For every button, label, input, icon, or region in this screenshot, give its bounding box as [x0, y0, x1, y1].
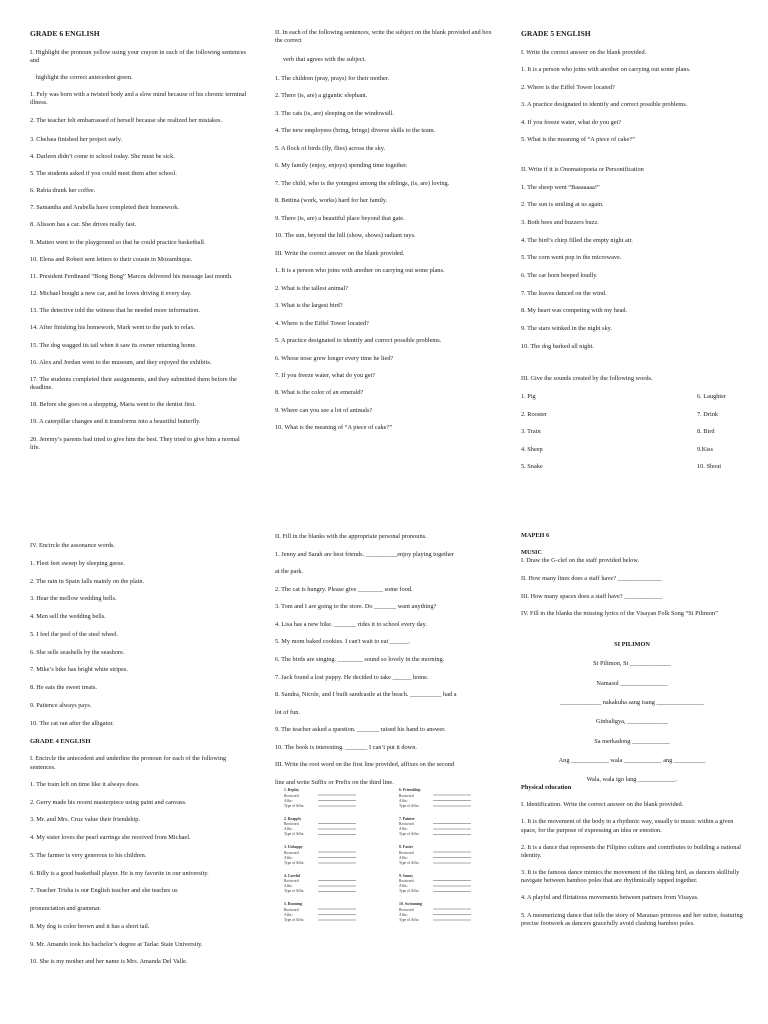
list-item: 2. The sun is smiling at us again.: [521, 201, 604, 209]
list-item: 4. The bird’s chirp filled the empty night air.: [521, 236, 633, 244]
rootword-label: Rootword:: [399, 879, 415, 883]
list-item: 3. It is the famous dance mimics the movement of the tikling bird, as dancers skillfully navigate between bamboo poles that are rhythmically tapped together.: [521, 869, 740, 885]
affix-answer-lines-left[interactable]: [310, 788, 360, 933]
affix-type-label: Type of Affix:: [284, 832, 305, 837]
grade6-items-list: [30, 91, 248, 452]
affix-label: Affix:: [399, 884, 408, 889]
list-item: 2. The rain in Spain falls mainly on the plain.: [30, 577, 145, 585]
list-item: 3. Chelsea finished her project early.: [30, 135, 123, 143]
rootword-label: Rootword:: [399, 850, 415, 855]
section-heading: IV. Encircle the assonance words.: [30, 542, 115, 549]
affix-word: 4. Careful: [284, 873, 301, 878]
list-item: 9. The teacher asked a question. _______ raised his hand to answer.: [275, 726, 446, 734]
lyric-line: Wala, wala igo lang ____________.: [586, 776, 678, 784]
list-item: 1. The children (pray, prays) for their mother.: [275, 75, 390, 82]
list-item: 6. My family (enjoy, enjoys) spending time together.: [275, 162, 408, 170]
list-item: 7. Samantha and Arabella have completed their homework.: [30, 204, 180, 212]
list-item: 2. What is the tallest animal?: [275, 284, 348, 292]
list-item: 1. Jenny and Sarah are best friends. __________enjoy playing together: [275, 550, 454, 558]
affix-type-label: Type of Affix:: [284, 803, 305, 808]
list-item: 8. Bird: [697, 428, 715, 435]
list-item: 3. Mr. and Mrs. Cruz value their friendship.: [30, 816, 140, 824]
list-item: 1. Fleet feet sweep by sleeping geese.: [30, 559, 125, 567]
list-item: 6. The birds are singing. ________ sound so lovely in the morning.: [275, 655, 445, 663]
affix-word: 2. Reapply: [284, 816, 302, 821]
list-item: 6. She sells seashells by the seashore.: [30, 648, 125, 656]
list-item: 6. Laughter: [697, 393, 727, 400]
affix-label: Affix:: [284, 912, 293, 917]
grade6-english-section: [30, 29, 246, 39]
list-item: 13. The detective told the witness that he needed more information.: [30, 307, 200, 315]
list-item: 5. What is the meaning of “A piece of cake?”: [521, 136, 635, 144]
subsection-title: MUSIC: [521, 549, 542, 557]
list-item: 14. After finishing his homework, Mark went to the park to relax.: [30, 324, 196, 332]
list-item: 6. The car horn beeped loudly.: [521, 272, 598, 280]
list-item: 10. The dog barked all night.: [521, 342, 594, 350]
sounds-grid: [521, 393, 743, 483]
section-title: GRADE 6 ENGLISH: [30, 29, 100, 38]
list-item: 6. Billy is a good basketball player. He is my favorite in our university.: [30, 869, 209, 877]
list-item: 7. The leaves danced on the wind.: [521, 289, 607, 297]
rootword-label: Rootword:: [399, 793, 415, 798]
affix-type-label: Type of Affix:: [399, 860, 420, 865]
affix-word: 3. Unhappy: [284, 845, 303, 849]
list-item: 3. Hear the mellow wedding bells.: [30, 595, 117, 603]
list-item: 8. Alisson has a car. She drives really fast.: [30, 221, 137, 229]
list-item: 8. What is the color of an emerald?: [275, 389, 364, 397]
list-item: 4. A playful and flirtatious movements between partners from Visayas.: [521, 894, 699, 902]
affix-word: 9. Sunny: [399, 873, 414, 878]
affix-type-label: Type of Affix:: [399, 832, 420, 837]
section-heading: I. Write the correct answer on the blank provided.: [521, 49, 647, 56]
list-item: 4. Darleen didn’t come to school today. She must be sick.: [30, 152, 175, 160]
list-item: 8. My heart was competing with my head.: [521, 307, 628, 315]
affix-type-label: Type of Affix:: [399, 917, 420, 922]
list-item: 7. Mike’s bike has bright white stripes.: [30, 666, 128, 674]
rootword-label: Rootword:: [399, 907, 415, 912]
grade6-intro: [30, 49, 246, 65]
list-item: 1. It is a person who joins with another on carrying out some plans.: [521, 66, 691, 74]
list-item: 12. Michael bought a new car, and he loves driving it every day.: [30, 290, 192, 298]
list-item: 10. Elena and Robert sent letters to their cousin in Mozambique.: [30, 255, 193, 263]
affix-label: Affix:: [284, 884, 293, 889]
list-item: 15. The dog wagged its tail when it saw its owner returning home.: [30, 341, 197, 349]
list-item: 9. Mr. Amando took his bachelor’s degree at Tarlac State University.: [30, 940, 203, 948]
section-heading: III. Write the root word on the first line provided, affixes on the second: [275, 761, 455, 769]
list-item: 1. Pig: [521, 393, 536, 400]
list-item: 20. Jeremy’s parents had tried to give him the best. They tried to give him a normal life.: [30, 435, 240, 451]
list-item: 9. There (is, are) a beautiful place beyond that gate.: [275, 214, 405, 222]
list-item: 8. He eats the sweet treats.: [30, 684, 97, 692]
subject-verb-items: [275, 75, 495, 433]
affix-word: 1. Replay: [284, 788, 300, 792]
list-item: 9. The stars winked in the night sky.: [521, 325, 612, 333]
list-item: 1. The sheep went “Baaaaaaa!”: [521, 183, 600, 191]
section-heading: III. Give the sounds created by the following words.: [521, 375, 653, 382]
list-item: 5. The students asked if you could meet them after school.: [30, 169, 177, 177]
affix-label: Affix:: [284, 798, 293, 803]
list-item: 8. Sandra, Nicole, and I built sandcastle at the beach. __________ had a: [275, 691, 457, 699]
list-item: 10. What is the meaning of “A piece of cake?”: [275, 424, 393, 432]
affix-word: 10. Swimming: [399, 902, 422, 906]
affix-word: 7. Painter: [399, 816, 415, 821]
list-item: 2. It is a dance that represents the Filipino culture and contributes to building a national identity.: [521, 843, 741, 859]
list-item: 2. There (is, are) a gigantic elephant.: [275, 92, 368, 100]
list-item: 2. The cat is hungry. Please give ________ some food.: [275, 585, 413, 593]
list-item: at the park.: [275, 568, 304, 576]
list-item: 1. It is a person who joins with another on carrying out some plans.: [275, 267, 445, 275]
list-item: 4. Where is the Eiffel Tower located?: [275, 319, 369, 327]
affix-label: Affix:: [399, 855, 408, 860]
affix-type-label: Type of Affix:: [399, 889, 420, 894]
rootword-label: Rootword:: [284, 850, 300, 855]
section-heading: line and write Suffix or Prefix on the third line.: [275, 778, 394, 786]
list-item: 3. The cats (is, are) sleeping on the windowsill.: [275, 109, 394, 117]
list-item: 8. My dog is color brown and it has a short tail.: [30, 922, 150, 930]
list-item: 5. A flock of birds (fly, flies) across the sky.: [275, 144, 386, 152]
affix-word: 5. Running: [284, 902, 302, 906]
instruction-text: I. Highlight the pronoun yellow using your crayon in each of the following sentences and: [30, 49, 246, 65]
list-item: 3. A practice designated to identify and correct possible problems.: [521, 101, 688, 109]
list-item: 7. If you freeze water, what do you get?: [275, 371, 376, 379]
instruction-text: II. In each of the following sentences, write the subject on the blank provided and box the correct: [275, 29, 492, 45]
list-item: 10. The book is interesting. _______ I can’t put it down.: [275, 743, 417, 751]
list-item: 7. Jack found a lost puppy. He decided to take ______ home.: [275, 673, 429, 681]
subsection-title: Physical education: [521, 784, 572, 791]
list-item: II. How many lines does a staff have? ______________: [521, 575, 662, 583]
list-item: 4. Sheep: [521, 445, 543, 453]
list-item: 3. Train: [521, 428, 541, 435]
lyric-line: Namasol _______________: [596, 679, 668, 687]
affix-type-label: Type of Affix:: [284, 917, 305, 922]
list-item: 17. The students completed their assignments, and they submitted them before the deadline.: [30, 375, 237, 392]
list-item: 3. Tom and I are going to the store. Do _______ want anything?: [275, 603, 437, 611]
rootword-label: Rootword:: [284, 907, 300, 912]
list-item: 9. Matteo went to the playground so that he could practice basketball.: [30, 238, 206, 246]
section-heading: II. Fill in the blanks with the appropriate personal pronouns.: [275, 533, 427, 540]
song-title: SI PILIMON: [614, 641, 650, 648]
subject-verb-intro2: [283, 56, 493, 64]
section-title: GRADE 4 ENGLISH: [30, 737, 91, 745]
rootword-label: Rootword:: [399, 822, 415, 826]
affix-word: 6. Friendship: [399, 788, 421, 792]
list-item: 9. Where can you see a lot of animals?: [275, 406, 373, 414]
affix-answer-lines-right[interactable]: [425, 788, 475, 933]
affix-label: Affix:: [284, 827, 293, 832]
grade5-part2: [521, 166, 743, 351]
list-item: 5. Snake: [521, 463, 543, 470]
grade5-part3: [521, 375, 743, 383]
list-item: 1. It is the movement of the body in a rhythmic way, usually to music within a given space, for the purpose of expressing an idea or emotion.: [521, 818, 734, 834]
list-item: 7. Drink: [697, 410, 718, 418]
list-item: 4. The new employees (bring, brings) diverse skills to the team.: [275, 127, 436, 135]
instruction-text: highlight the correct antecedent green.: [36, 74, 133, 81]
rootword-label: Rootword:: [284, 879, 300, 883]
instruction-text: verb that agrees with the subject.: [283, 56, 366, 63]
list-item: pronunciation and grammar.: [30, 905, 102, 913]
subject-verb-section: [275, 29, 493, 45]
affix-type-label: Type of Affix:: [284, 860, 305, 865]
instruction-text: I. Identification. Write the correct answer on the blank provided.: [521, 801, 684, 809]
mapeh6-section: [521, 532, 743, 628]
list-item: 8. Bettina (work, works) hard for her family.: [275, 197, 388, 205]
list-item: 4. Lisa has a new bike. _______ rides it to school every day.: [275, 620, 427, 628]
list-item: lot of fun.: [275, 708, 301, 716]
affix-type-label: Type of Affix:: [399, 803, 420, 808]
list-item: 5. The farmer is very generous to his children.: [30, 851, 147, 859]
affix-label: Affix:: [399, 827, 408, 832]
affix-type-label: Type of Affix:: [284, 889, 305, 894]
list-item: 1. The train left on time like it always does.: [30, 780, 140, 788]
list-item: 1. Fely was born with a twisted body and a slow mind because of his chronic terminal illness.: [30, 91, 247, 107]
list-item: 9.Kiss: [697, 445, 713, 453]
affix-word: 8. Faster: [399, 845, 414, 849]
list-item: 4. My sister loves the pearl earrings she received from Michael.: [30, 834, 191, 842]
assonance-section: [30, 542, 248, 967]
lyric-line: Ang ____________ wala ____________ ang __________: [558, 756, 706, 764]
instruction-text: IV. Fill in the blanks the missing lyrics of the Visayan Folk Song “Si Pilimon”: [521, 610, 718, 618]
lyric-line: _____________ nakakuha sang isang _______________: [560, 698, 704, 706]
list-item: 3. Both bees and buzzers buzz.: [521, 219, 599, 227]
list-item: 16. Alex and Jordan went to the museum, and they enjoyed the exhibits.: [30, 358, 212, 366]
list-item: 2. Rooster: [521, 410, 547, 418]
list-item: 5. A mesmerizing dance that tells the story of Maranao princess and her suitor, featuring precise footwork as dancers gracefully avoid clashing bamboo poles.: [521, 911, 743, 927]
list-item: 2. Where is the Eiffel Tower located?: [521, 83, 615, 91]
song-lyrics: [521, 641, 743, 785]
section-heading: III. Write the correct answer on the blank provided.: [275, 249, 405, 257]
list-item: 18. Before she goes on a shopping, Maria went to the dentist first.: [30, 401, 196, 409]
grade5-english-section: [521, 29, 741, 39]
affix-label: Affix:: [399, 912, 408, 917]
section-heading: II. Write if it is Onomatopoeia or Personification: [521, 166, 644, 173]
list-item: 19. A caterpillar changes and it transforms into a beautiful butterfly.: [30, 418, 201, 426]
list-item: 2. The teacher felt embarrassed of herself because she realized her mistakes.: [30, 117, 223, 125]
list-item: 3. What is the largest bird?: [275, 302, 343, 310]
list-item: 6. Rabia drank her coffee.: [30, 187, 96, 195]
lyric-line: Sa merkadong ____________: [594, 737, 670, 745]
affix-label: Affix:: [399, 798, 408, 803]
affix-label: Affix:: [284, 855, 293, 860]
list-item: 10. She is my mother and her name is Mrs. Amanda Del Valle.: [30, 958, 188, 966]
rootword-label: Rootword:: [284, 822, 300, 826]
list-item: 7. The child, who is the youngest among the siblings, (is, are) loving.: [275, 179, 450, 187]
lyric-line: Si Pilimon, Si _____________: [593, 660, 671, 668]
list-item: 5. My mom baked cookies. I can't wait to eat ______.: [275, 638, 411, 646]
list-item: III. How many spaces does a staff have? ____________: [521, 592, 663, 600]
list-item: 5. A practice designated to identify and correct possible problems.: [275, 337, 442, 345]
pronouns-section: [275, 533, 493, 787]
physical-education-section: [521, 784, 743, 928]
list-item: 4. If you freeze water, what do you get?: [521, 118, 622, 126]
list-item: 9. Patience always pays.: [30, 701, 92, 709]
list-item: 2. Gerry made his recent masterpiece using paint and canvass.: [30, 798, 187, 806]
lyric-line: Ginbaligya, _____________: [595, 718, 669, 726]
list-item: 10. Shout: [697, 463, 722, 470]
rootword-label: Rootword:: [284, 793, 300, 798]
list-item: 5. I feel the peel of the steel wheel.: [30, 630, 119, 638]
list-item: 10. The cat ran after the alligator.: [30, 719, 114, 727]
instruction-text: I. Encircle the antecedent and underline the pronoun for each of the following sentences.: [30, 755, 226, 771]
list-item: 5. The corn went pop in the microwave.: [521, 254, 622, 262]
list-item: 10. The sun, beyond the hill (show, shows) radiant rays.: [275, 232, 416, 240]
section-title: GRADE 5 ENGLISH: [521, 29, 591, 38]
list-item: 6. Whose nose grew longer every time he lied?: [275, 354, 394, 362]
list-item: 11. President Ferdinand “Bong Bong” Marcos delivered his message last month.: [30, 272, 233, 280]
section-title: MAPEH 6: [521, 532, 550, 539]
list-item: I. Draw the G-clef on the staff provided below.: [521, 557, 640, 565]
grade5-items: [521, 49, 743, 154]
list-item: 4. Men sell the wedding bells.: [30, 613, 106, 621]
grade6-intro2: [36, 74, 246, 82]
list-item: 7. Teacher Trisha is our English teacher and she teaches us: [30, 887, 178, 895]
